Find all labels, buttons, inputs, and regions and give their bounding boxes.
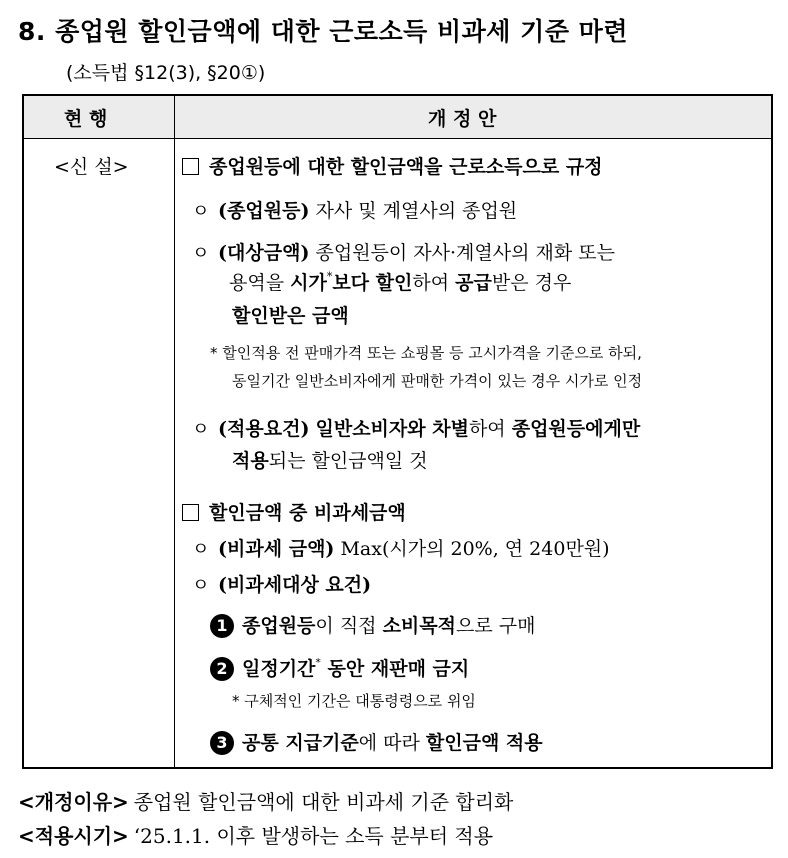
section1-heading-row [182, 152, 603, 179]
bullet-icon: ㅇ [192, 201, 210, 222]
section-title: 8. 종업원 할인금액에 대한 근로소득 비과세 기준 마련 [18, 17, 628, 46]
reason-label: <개정이유> [18, 790, 129, 814]
item-target-amount-line2: 용역을 시가*보다 할인하여 공급받은 경우 [229, 270, 572, 294]
item-exempt-requirements: ㅇ (비과세대상 요건) [192, 570, 371, 597]
reason-text: 종업원 할인금액에 대한 비과세 기준 합리화 [133, 790, 514, 814]
item-target-amount-line3: 할인받은 금액 [232, 305, 349, 327]
section2-heading-row [182, 498, 406, 525]
item-requirements-line2: 적용되는 할인금액일 것 [232, 450, 428, 472]
requirement-3: 3 공통 지급기준에 따라 할인금액 적용 [210, 728, 543, 755]
checkbox-icon [182, 504, 199, 521]
number-2-icon: 2 [210, 657, 234, 681]
requirement-1: 1 종업원등이 직접 소비목적으로 구매 [210, 611, 535, 638]
number-1-icon: 1 [210, 614, 234, 638]
requirement-2: 2 일정기간* 동안 재판매 금지 [210, 654, 469, 681]
item-employees: ㅇ (종업원등) 자사 및 계열사의 종업원 [192, 196, 517, 223]
item-requirements: ㅇ (적용요건) 일반소비자와 차별하여 종업원등에게만 [192, 414, 640, 441]
legal-reference: (소득법 §12(3), §20①) [66, 62, 266, 84]
footnote-line2: 동일기간 일반소비자에게 판매한 가격이 있는 경우 시가로 인정 [232, 372, 643, 390]
current-cell-new: <신 설> [54, 156, 129, 178]
reason-row [18, 786, 513, 815]
section1-heading: 종업원등에 대한 할인금액을 근로소득으로 규정 [209, 156, 603, 178]
item-exempt-amount: ㅇ (비과세 금액) Max(시가의 20%, 연 240만원) [192, 534, 610, 561]
effective-date-text: ‘25.1.1. 이후 발생하는 소득 분부터 적용 [133, 824, 494, 848]
footnote-line1: * 할인적용 전 판매가격 또는 쇼핑몰 등 고시가격을 기준으로 하되, [210, 344, 642, 362]
section2-heading: 할인금액 중 비과세금액 [209, 502, 406, 524]
item-target-amount: ㅇ (대상금액) 종업원등이 자사·계열사의 재화 또는 [192, 238, 615, 265]
bullet-icon: ㅇ [192, 575, 210, 596]
bullet-icon: ㅇ [192, 243, 210, 264]
bullet-icon: ㅇ [192, 539, 210, 560]
effective-date-label: <적용시기> [18, 824, 129, 848]
header-revised: 개 정 안 [428, 108, 497, 130]
comparison-table [22, 94, 773, 769]
column-divider [174, 96, 175, 767]
number-3-icon: 3 [210, 731, 234, 755]
requirement-2-note: * 구체적인 기간은 대통령령으로 위임 [232, 692, 476, 710]
effective-date-row [18, 820, 493, 849]
bullet-icon: ㅇ [192, 419, 210, 440]
table-header [24, 96, 771, 139]
checkbox-icon [182, 158, 199, 175]
header-current: 현 행 [64, 108, 108, 130]
